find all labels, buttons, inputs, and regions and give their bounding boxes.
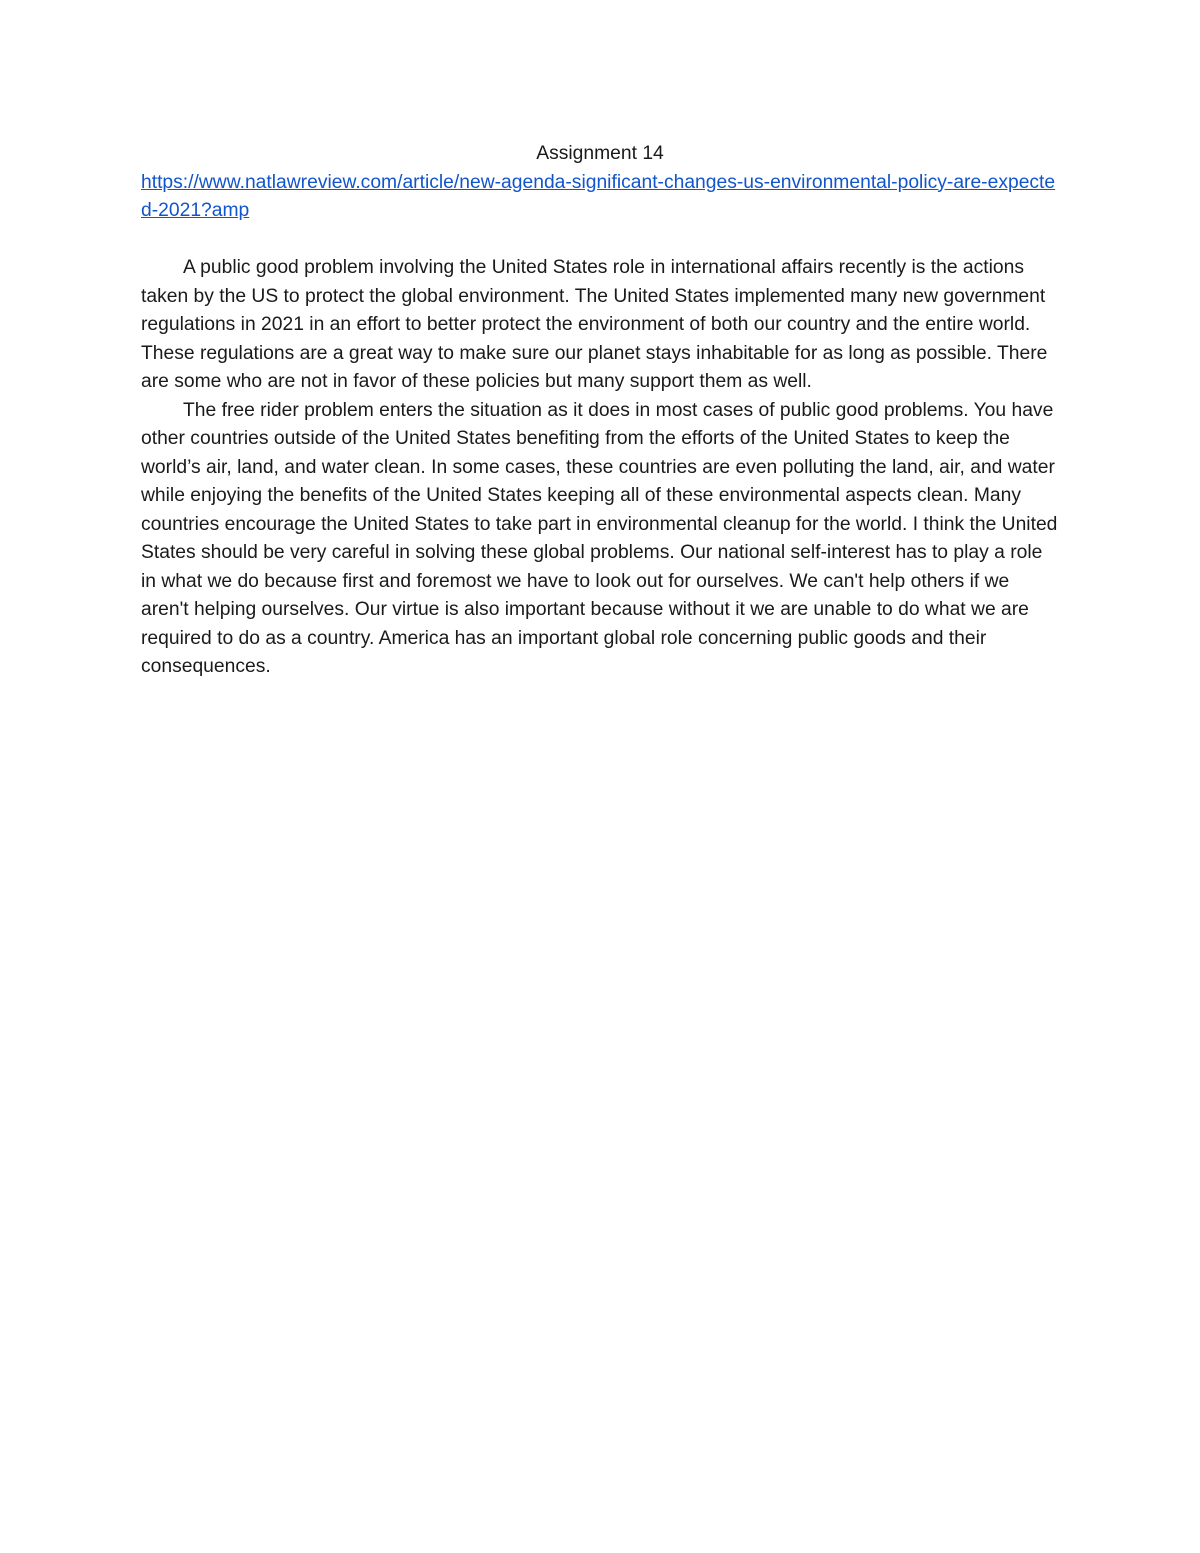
- source-link[interactable]: https://www.natlawreview.com/article/new-agenda-significant-changes-us-environmental-policy-are-expected-2021?amp: [141, 171, 1056, 221]
- document-body: [141, 140, 1059, 682]
- document-title: Assignment 14: [536, 143, 664, 164]
- blank-line: [141, 226, 1059, 255]
- paragraph-public-good: A public good problem involving the United States role in international affairs recently is the actions taken by the US to protect the global environment. The United States implemented many new government regulations in 2021 in an effort to better protect the environment of both our country and the entire world. These regulations are a great way to make sure our planet stays inhabitable for as long as possible. There are some who are not in favor of these policies but many support them as well.: [141, 257, 1048, 392]
- paragraph-free-rider: The free rider problem enters the situation as it does in most cases of public good problems. You have other countries outside of the United States benefiting from the efforts of the United States to keep the world’s air, land, and water clean. In some cases, these countries are even polluting the land, air, and water while enjoying the benefits of the United States keeping all of these environmental aspects clean. Many countries encourage the United States to take part in environmental cleanup for the world. I think the United States should be very careful in solving these global problems. Our national self-interest has to play a role in what we do because first and foremost we have to look out for ourselves. We can't help others if we aren't helping ourselves. Our virtue is also important because without it we are unable to do what we are required to do as a country. America has an important global role concerning public goods and their consequences.: [141, 399, 1058, 677]
